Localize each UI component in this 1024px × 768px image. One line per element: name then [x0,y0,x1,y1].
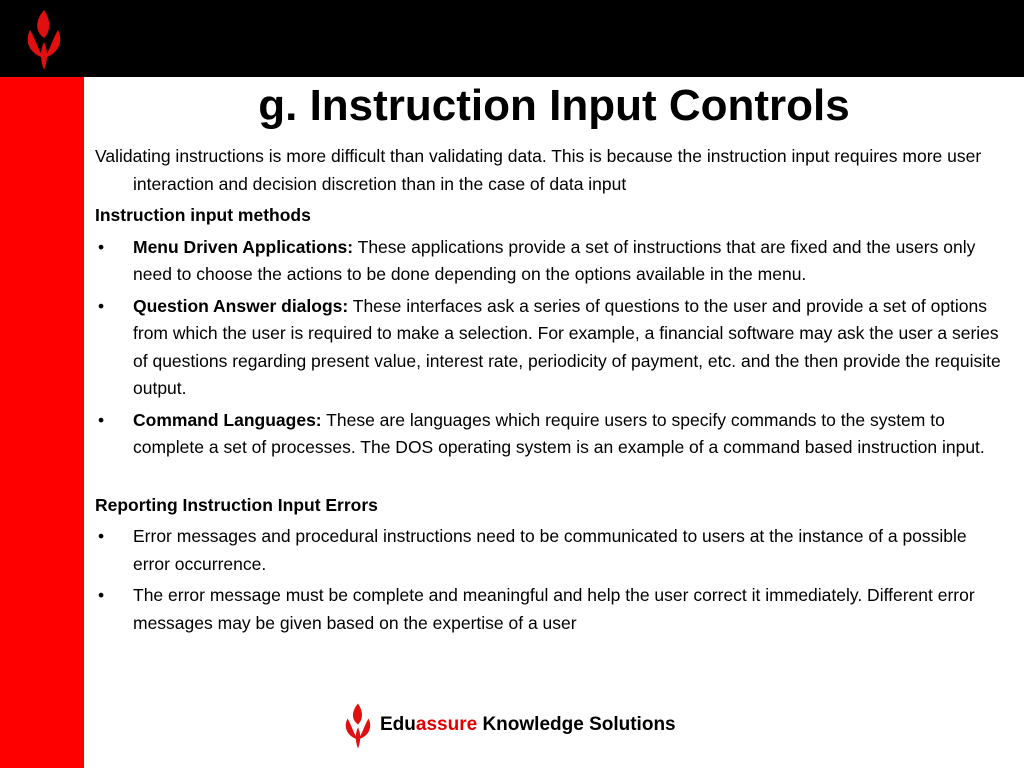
list-item [95,234,1005,289]
brand-part-edu: Edu [380,714,416,735]
brand-name [380,714,676,736]
list-item [95,293,1005,403]
list-item [95,407,1005,462]
top-bar [0,0,1024,77]
error-text: The error message must be complete and meaningful and help the user correct it immediately. Different error messages may be given based on the expertise of a user [133,585,975,633]
bullet-icon: • [98,526,105,546]
errors-heading: Reporting Instruction Input Errors [95,494,378,515]
list-item [95,582,1005,637]
bullet-icon: • [98,236,105,257]
footer-brand [340,698,760,754]
error-text: Error messages and procedural instructions need to be communicated to users at the instance of a possible error occurrence. [133,526,967,574]
method-term: Question Answer dialogs: [133,295,349,316]
methods-list [95,234,1005,462]
brand-part-assure: assure [415,714,478,735]
method-text: These interfaces ask a series of questions to the user and provide a set of options from which the user is required to make a selection. For example, a financial software may ask the user a series of questions regarding present value, interest rate, periodicity of payment, etc. and the then provide the requisite output. [133,295,1001,398]
method-term: Command Languages: [133,409,322,430]
spacer [95,462,1005,488]
bullet-icon: • [98,585,105,605]
flame-logo-icon [20,8,68,72]
method-term: Menu Driven Applications: [133,236,354,257]
slide-content [95,143,1005,637]
list-item [95,523,1005,578]
methods-heading: Instruction input methods [95,205,311,225]
red-sidebar [0,77,84,768]
method-text: These are languages which require users to specify commands to the system to complete a set of processes. The DOS operating system is an example of a command based instruction input. [133,409,985,457]
errors-list [95,523,1005,637]
method-text: These applications provide a set of instructions that are fixed and the users only need to choose the actions to be done depending on the options available in the menu. [133,236,976,284]
slide-title: g. Instruction Input Controls [258,81,850,130]
intro-paragraph: Validating instructions is more difficult than validating data. This is because the instruction input requires more user interaction and decision discretion than in the case of data input [95,146,982,194]
flame-logo-icon [340,698,376,754]
bullet-icon: • [98,295,105,316]
brand-part-knowledge: Knowledge Solutions [477,714,676,735]
bullet-icon: • [98,409,105,430]
